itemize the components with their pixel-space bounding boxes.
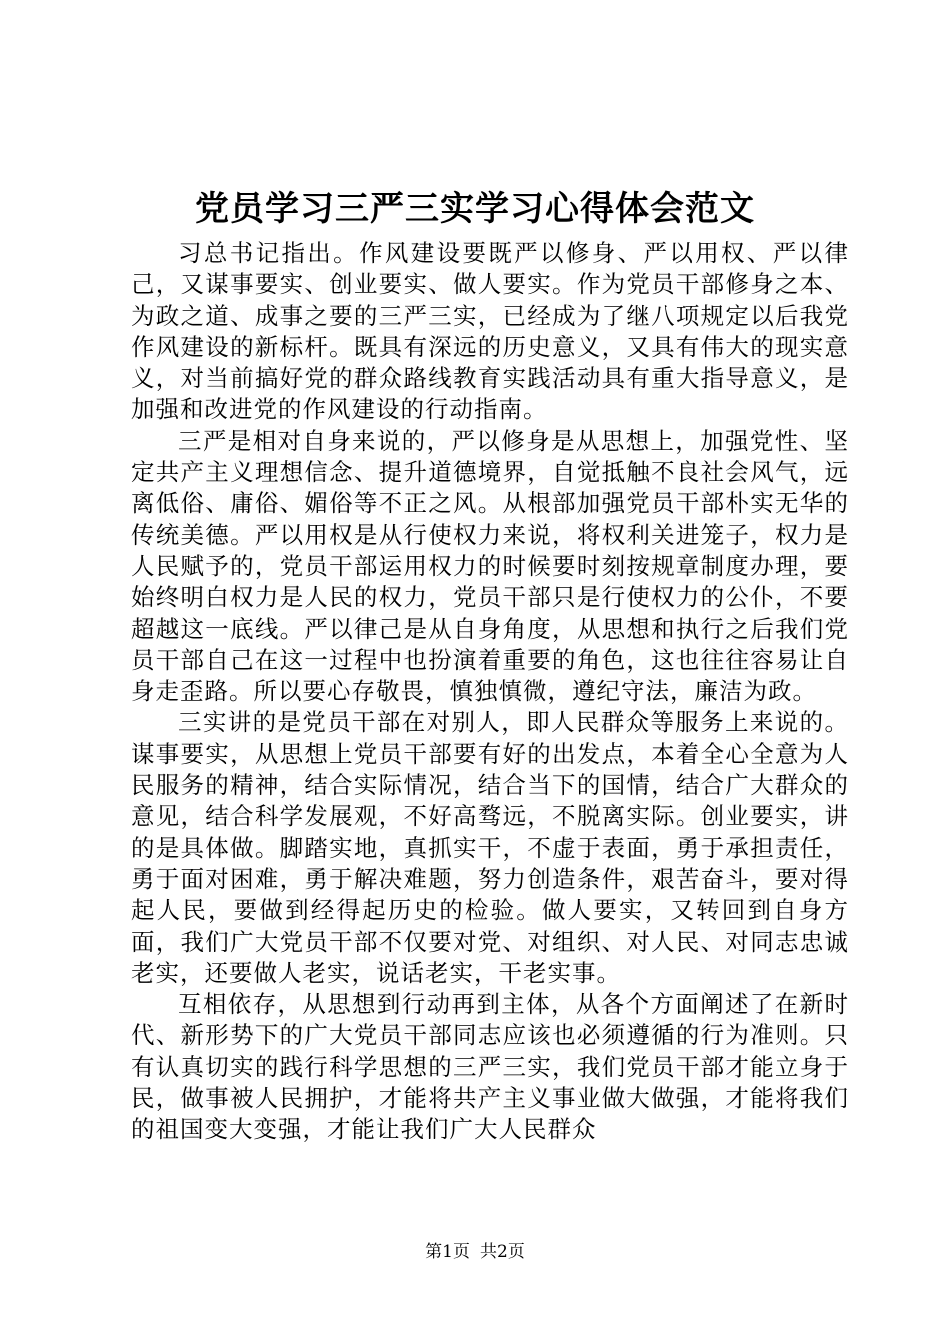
document-body [131, 238, 849, 1146]
paragraph-1: 习总书记指出。作风建设要既严以修身、严以用权、严以律己，又谋事要实、创业要实、做人要实。作为党员干部修身之本、为政之道、成事之要的三严三实，已经成为了继八项规定以后我党作风建设的新标杆。既具有深远的历史意义，又具有伟大的现实意义，对当前搞好党的群众路线教育实践活动具有重大指导意义，是加强和改进党的作风建设的行动指南。 [131, 239, 849, 424]
page-number: 第1页 [425, 1242, 470, 1262]
paragraph-2: 三严是相对自身来说的，严以修身是从思想上，加强党性、坚定共产主义理想信念、提升道德境界，自觉抵触不良社会风气，远离低俗、庸俗、媚俗等不正之风。从根部加强党员干部朴实无华的传统美德。严以用权是从行使权力来说，将权利关进笼子，权力是人民赋予的，党员干部运用权力的时候要时刻按规章制度办理，要始终明白权力是人民的权力，党员干部只是行使权力的公仆，不要超越这一底线。严以律己是从自身角度，从思想和执行之后我们党员干部自己在这一过程中也扮演着重要的角色，这也往往容易让自身走歪路。所以要心存敬畏，慎独慎微，遵纪守法，廉洁为政。 [131, 426, 849, 706]
paragraph-3: 三实讲的是党员干部在对别人，即人民群众等服务上来说的。谋事要实，从思想上党员干部要有好的出发点，本着全心全意为人民服务的精神，结合实际情况，结合当下的国情，结合广大群众的意见，结合科学发展观，不好高骛远，不脱离实际。创业要实，讲的是具体做。脚踏实地，真抓实干，不虚于表面，勇于承担责任，勇于面对困难，勇于解决难题，努力创造条件，艰苦奋斗，要对得起人民，要做到经得起历史的检验。做人要实，又转回到自身方面，我们广大党员干部不仅要对党、对组织、对人民、对同志忠诚老实，还要做人老实，说话老实，干老实事。 [131, 708, 849, 987]
page-footer [0, 1241, 950, 1263]
document-title: 党员学习三严三实学习心得体会范文 [195, 189, 755, 229]
paragraph-4: 互相依存，从思想到行动再到主体，从各个方面阐述了在新时代、新形势下的广大党员干部同志应该也必须遵循的行为准则。只有认真切实的践行科学思想的三严三实，我们党员干部才能立身于民，做事被人民拥护，才能将共产主义事业做大做强，才能将我们的祖国变大变强，才能让我们广大人民群众 [131, 990, 849, 1144]
page-total: 共2页 [480, 1242, 525, 1262]
